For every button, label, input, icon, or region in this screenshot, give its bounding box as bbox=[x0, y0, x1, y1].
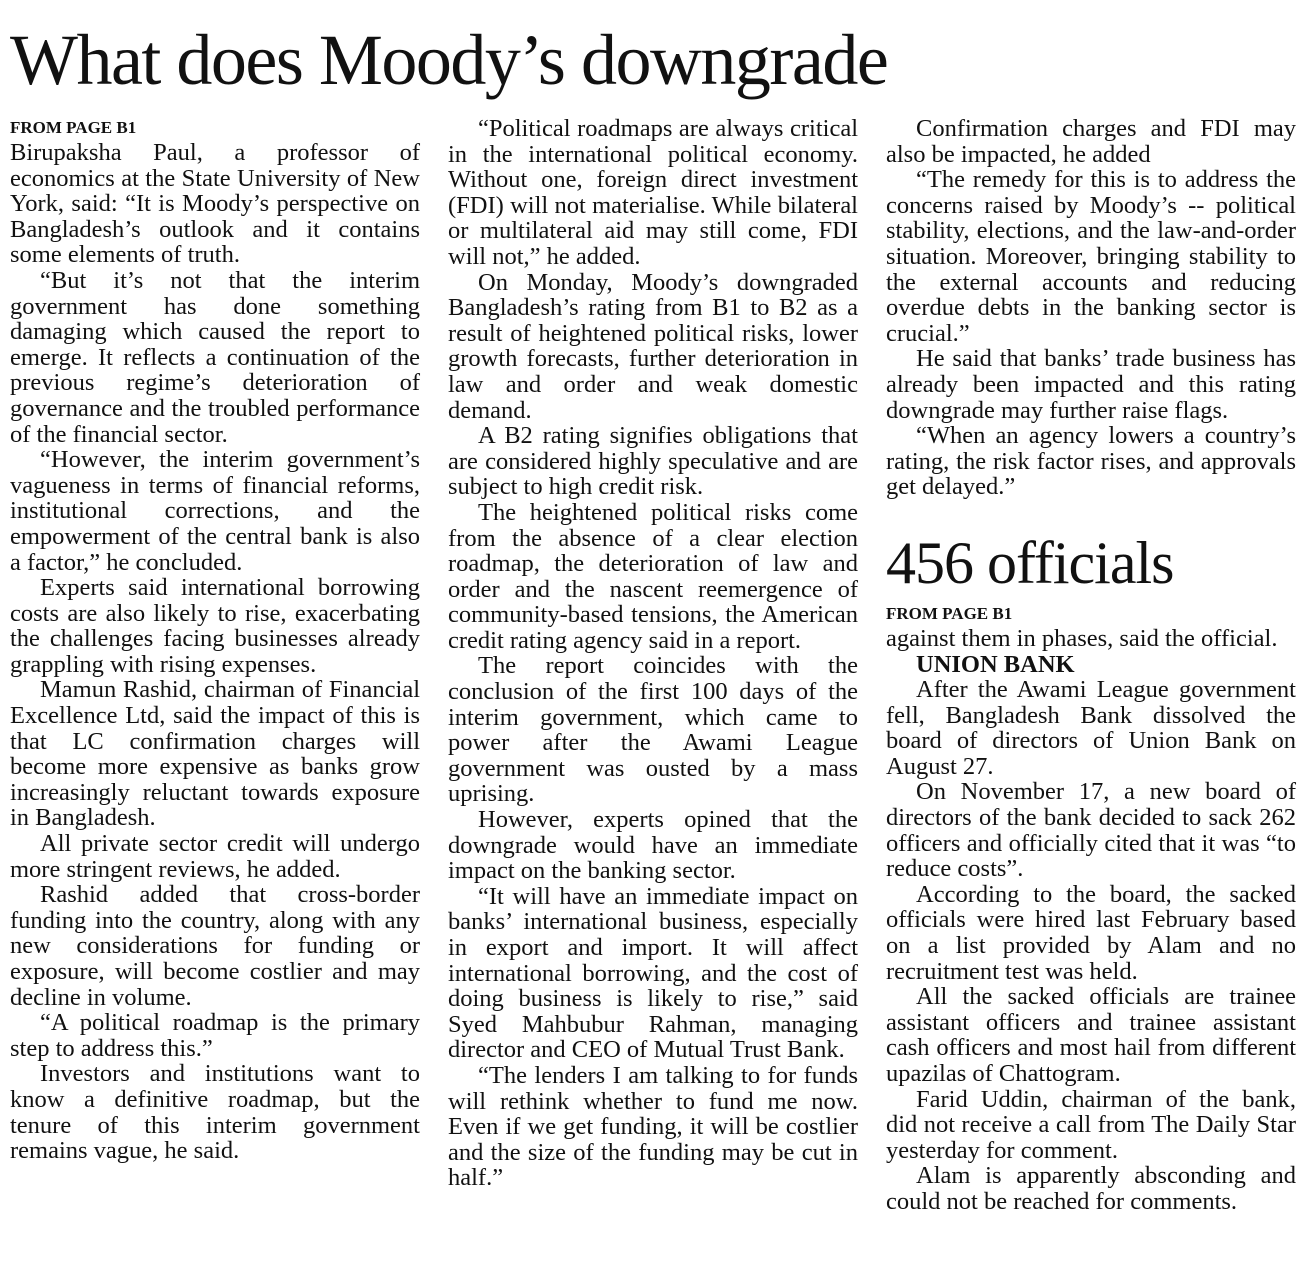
paragraph: “It will have an immediate impact on banks’ international business, especially in export and import. It will affect international borrowing, and the cost of doing business is likely to rise,” said Syed Mahbubur Rahman, managing director and CEO of Mutual Trust Bank. bbox=[448, 882, 858, 1064]
second-article-headline: 456 officials bbox=[886, 529, 1174, 596]
paragraph: “But it’s not that the interim government has done something damaging which caused the report to emerge. It reflects a continuation of the previous regime’s deterioration of governance and the troubled performance of the financial sector. bbox=[10, 266, 420, 448]
lead-paragraph: against them in phases, said the official. bbox=[886, 624, 1278, 652]
paragraph: On November 17, a new board of directors of the bank decided to sack 262 officers and officially cited that it was “to reduce costs”. bbox=[886, 778, 1296, 883]
article-column-1 bbox=[10, 116, 420, 1164]
paragraph: “However, the interim government’s vagueness in terms of financial reforms, institutional corrections, and the empowerment of the central bank is also a factor,” he concluded. bbox=[10, 446, 420, 576]
paragraph: Rashid added that cross-border funding into the country, along with any new considerations for funding or exposure, will become costlier and may decline in volume. bbox=[10, 881, 420, 1011]
article-headline: What does Moody’s downgrade bbox=[10, 20, 888, 100]
paragraph: “When an agency lowers a country’s rating, the risk factor rises, and approvals get delayed.” bbox=[886, 422, 1296, 501]
paragraph: All private sector credit will undergo more stringent reviews, he added. bbox=[10, 830, 420, 883]
paragraph: “The lenders I am talking to for funds will rethink whether to fund me now. Even if we get funding, it will be costlier and the size of the funding may be cut in half.” bbox=[448, 1061, 858, 1192]
paragraph: After the Awami League government fell, Bangladesh Bank dissolved the board of directors of Union Bank on August 27. bbox=[886, 676, 1296, 780]
subhead: UNION BANK bbox=[916, 650, 1075, 678]
paragraph: “A political roadmap is the primary step to address this.” bbox=[10, 1009, 420, 1062]
dateline: FROM PAGE B1 bbox=[886, 603, 1013, 623]
paragraph: Experts said international borrowing costs are also likely to rise, exacerbating the challenges facing businesses already grappling with rising expenses. bbox=[10, 574, 420, 678]
article-column-2 bbox=[448, 116, 858, 1191]
paragraph: “Political roadmaps are always critical in the international political economy. Without one, foreign direct investment (FDI) will not materialise. While bilateral or multilateral aid may still come, FDI will not,” he added. bbox=[448, 115, 858, 270]
paragraph: The heightened political risks come from the absence of a clear election roadmap, the deterioration of law and order and the nascent reemergence of community-based tensions, the American credit rating agency said in a report. bbox=[448, 498, 858, 654]
paragraph: He said that banks’ trade business has already been impacted and this rating downgrade may further raise flags. bbox=[886, 345, 1296, 424]
paragraph: Mamun Rashid, chairman of Financial Excellence Ltd, said the impact of this is that LC confirmation charges will become more expensive as banks grow increasingly reluctant towards exposure in Bangladesh. bbox=[10, 676, 420, 832]
paragraph: However, experts opined that the downgrade would have an immediate impact on the banking sector. bbox=[448, 806, 858, 885]
paragraph: On Monday, Moody’s downgraded Bangladesh’s rating from B1 to B2 as a result of heightened political risks, lower growth forecasts, further deterioration in law and order and weak domestic demand. bbox=[448, 268, 858, 424]
paragraph: Birupaksha Paul, a professor of economics at the State University of New York, said: “It is Moody’s perspective on Bangladesh’s outlook and it contains some elements of truth. bbox=[10, 139, 420, 269]
paragraph: Alam is apparently absconding and could not be reached for comments. bbox=[886, 1162, 1296, 1215]
dateline: FROM PAGE B1 bbox=[10, 118, 137, 137]
paragraph: The report coincides with the conclusion of the first 100 days of the interim government, which came to power after the Awami League government was ousted by a mass uprising. bbox=[448, 652, 858, 808]
paragraph: All the sacked officials are trainee assistant officers and trainee assistant cash officers and most hail from different upazilas of Chattogram. bbox=[886, 983, 1296, 1087]
paragraph: A B2 rating signifies obligations that are considered highly speculative and are subject to high credit risk. bbox=[448, 422, 858, 501]
paragraph: “The remedy for this is to address the concerns raised by Moody’s -- political stability, elections, and the law-and-order situation. Moreover, bringing stability to the external accounts and reducing overdue debts in the banking sector is crucial.” bbox=[886, 166, 1296, 347]
paragraph: Investors and institutions want to know a definitive roadmap, but the tenure of this interim government remains vague, he said. bbox=[10, 1060, 420, 1165]
paragraph: Confirmation charges and FDI may also be impacted, he added bbox=[886, 115, 1296, 168]
paragraph: According to the board, the sacked officials were hired last February based on a list provided by Alam and no recruitment test was held. bbox=[886, 880, 1296, 985]
paragraph: Farid Uddin, chairman of the bank, did not receive a call from The Daily Star yesterday for comment. bbox=[886, 1085, 1296, 1164]
article-column-3 bbox=[886, 116, 1296, 1215]
